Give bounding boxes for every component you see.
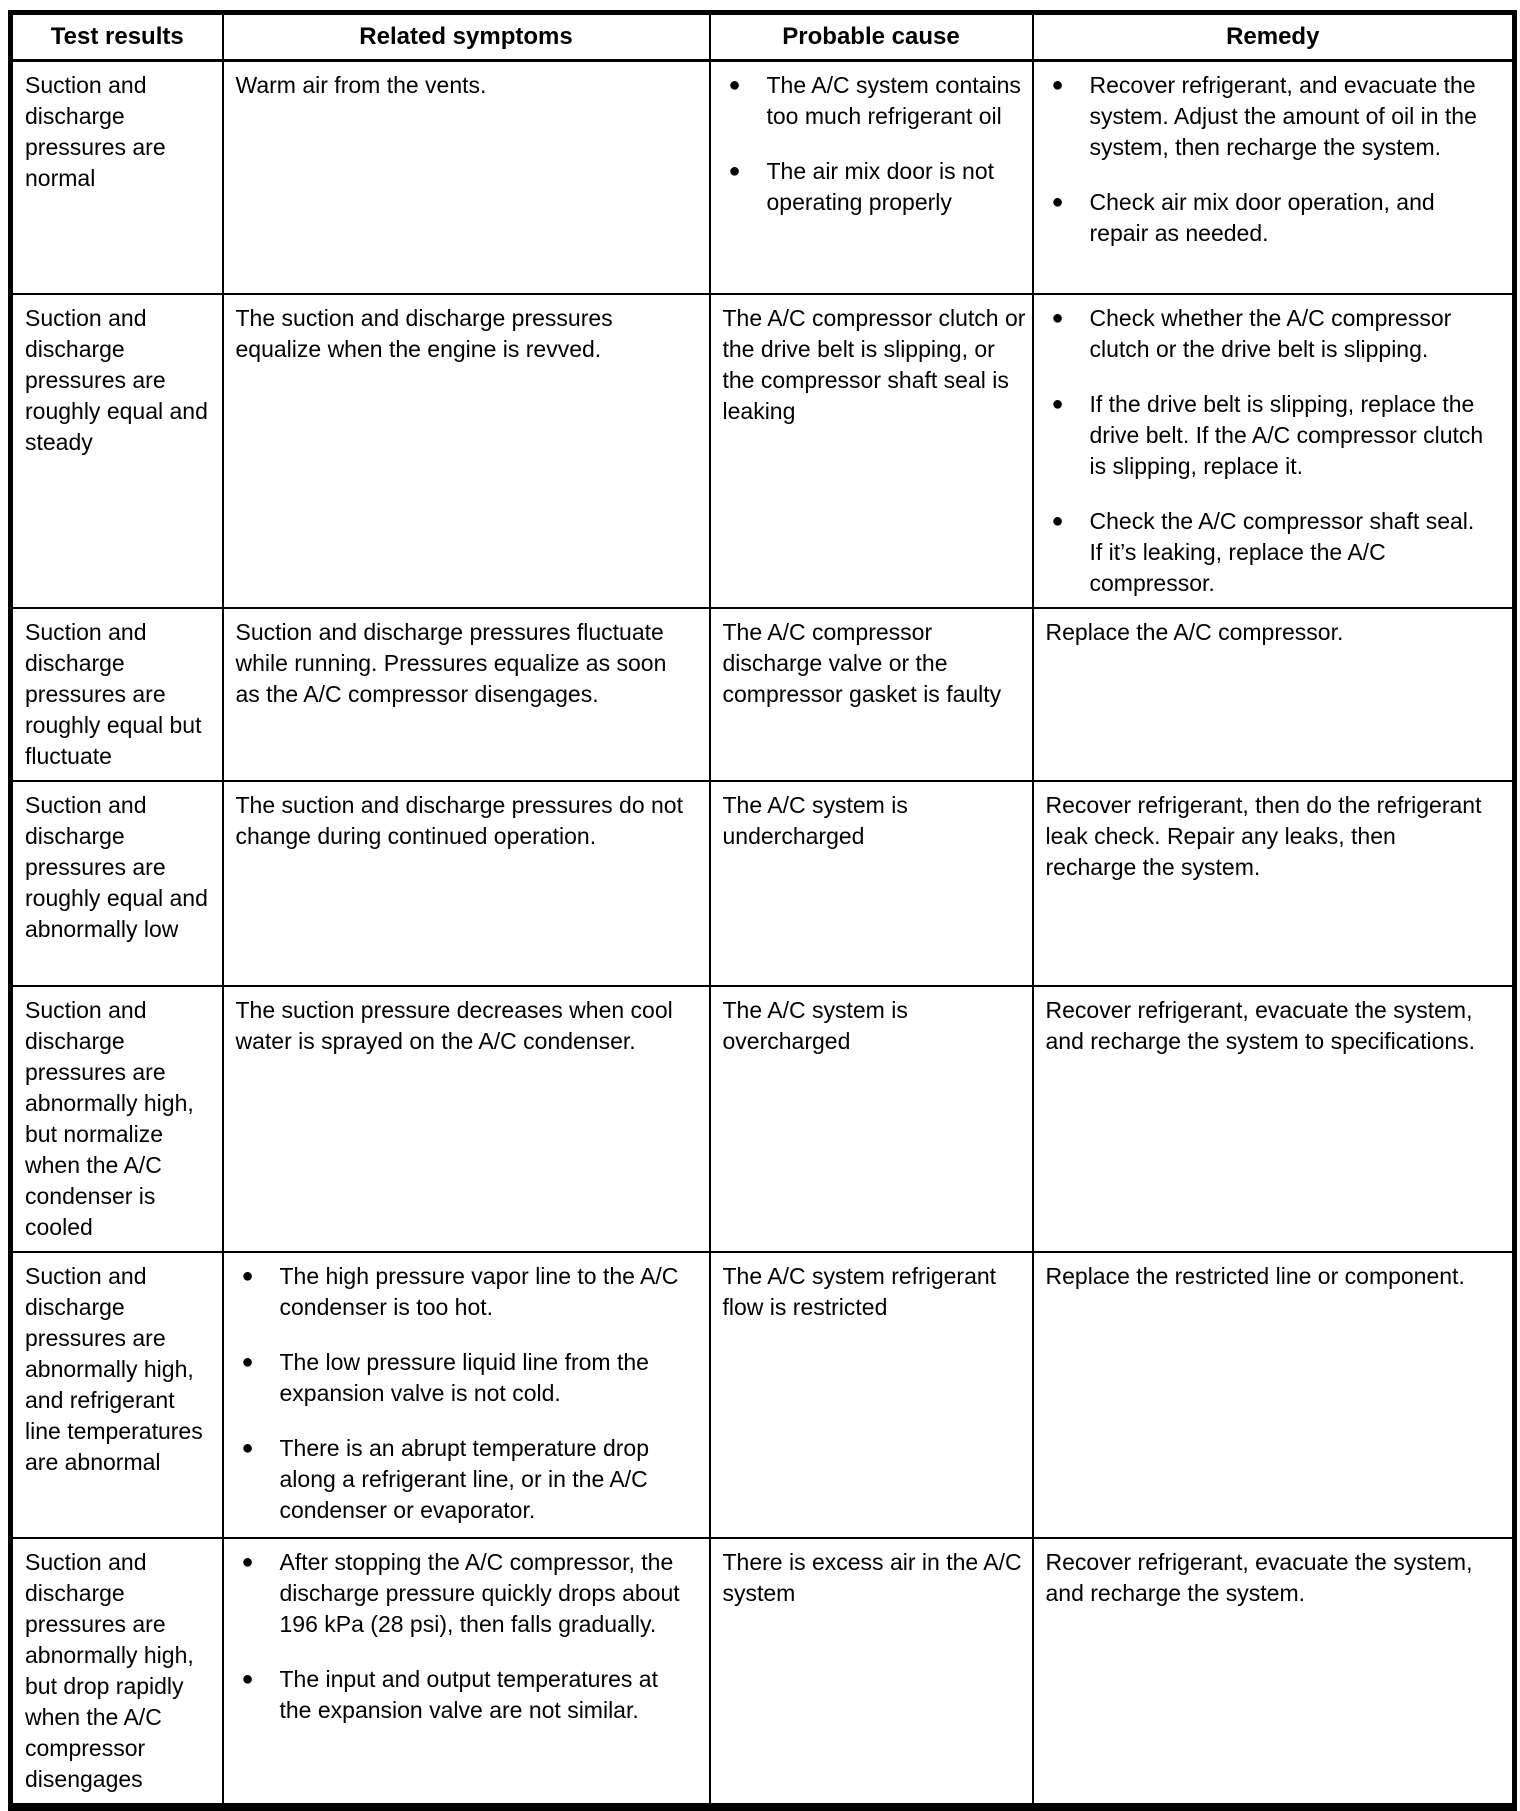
table-row [11, 986, 1515, 1252]
bullet-item [236, 1433, 685, 1526]
column-header-test-results: Test results [11, 13, 223, 61]
table-row [11, 1538, 1515, 1807]
bullet-text: Check whether the A/C compressor clutch or the drive belt is slipping. [1089, 304, 1452, 362]
cell-remedy [1033, 1252, 1515, 1538]
cell-text: The A/C compressor clutch or the drive belt is slipping, or the compressor shaft seal is leaking [722, 304, 1026, 424]
bullet-item [236, 1261, 685, 1323]
bullet-text: There is an abrupt temperature drop along a refrigerant line, or in the A/C condenser or evaporator. [279, 1434, 649, 1523]
table-body [11, 61, 1515, 1807]
bullet-item [1046, 187, 1485, 249]
bullet-item [236, 1547, 685, 1640]
cell-probable-cause [710, 294, 1033, 608]
cell-content [13, 609, 222, 780]
cell-content [224, 609, 709, 718]
cell-text: Replace the A/C compressor. [1045, 618, 1344, 645]
table-row [11, 61, 1515, 294]
bullet-list [236, 1261, 685, 1526]
bullet-item [723, 156, 1028, 218]
cell-text: Replace the restricted line or component. [1045, 1262, 1465, 1289]
bullet-text: The low pressure liquid line from the expansion valve is not cold. [279, 1348, 649, 1406]
cell-content [711, 987, 1032, 1065]
cell-remedy [1033, 608, 1515, 781]
cell-probable-cause [710, 1538, 1033, 1807]
cell-text: The A/C system refrigerant flow is restricted [722, 1262, 997, 1320]
bullet-item [236, 1347, 685, 1409]
cell-related-symptoms [223, 608, 710, 781]
bullet-icon: ● [1051, 191, 1064, 213]
cell-text: The suction and discharge pressures do not change during continued operation. [235, 791, 683, 849]
cell-content [13, 782, 222, 953]
cell-remedy [1033, 294, 1515, 608]
bullet-icon: ● [1051, 509, 1064, 532]
cell-test-results [11, 294, 223, 608]
bullet-list [1046, 70, 1485, 249]
cell-content [1034, 1539, 1513, 1617]
cell-text: Suction and discharge pressures fluctuate while running. Pressures equalize as soon as the A/C compressor disengages. [235, 618, 667, 707]
cell-content [1034, 609, 1513, 656]
table-row [11, 1252, 1515, 1538]
bullet-item [1046, 389, 1485, 482]
bullet-icon: ● [241, 1550, 254, 1573]
bullet-list [1046, 303, 1485, 599]
bullet-list [723, 70, 1028, 218]
cell-related-symptoms [223, 781, 710, 986]
cell-content [1034, 62, 1513, 257]
cell-remedy [1033, 986, 1515, 1252]
cell-probable-cause [710, 781, 1033, 986]
bullet-icon: ● [728, 160, 741, 182]
bullet-text: The air mix door is not operating properly [766, 158, 995, 215]
cell-content [711, 1253, 1032, 1331]
troubleshooting-table [8, 10, 1517, 1811]
bullet-icon: ● [241, 1667, 254, 1690]
table-header-row [11, 13, 1515, 61]
cell-text: Warm air from the vents. [235, 72, 487, 98]
cell-related-symptoms [223, 986, 710, 1252]
bullet-icon: ● [1051, 74, 1064, 96]
cell-probable-cause [710, 1252, 1033, 1538]
cell-content [13, 1253, 222, 1486]
bullet-icon: ● [241, 1436, 254, 1459]
cell-content [224, 987, 709, 1065]
bullet-icon: ● [1051, 392, 1064, 415]
bullet-icon: ● [241, 1350, 254, 1373]
bullet-item [1046, 506, 1485, 599]
table-row [11, 781, 1515, 986]
bullet-icon: ● [1051, 306, 1064, 329]
cell-test-results [11, 1538, 223, 1807]
cell-content [711, 609, 1032, 718]
cell-text: There is excess air in the A/C system [722, 1548, 1022, 1606]
bullet-item [236, 1664, 685, 1726]
bullet-text: After stopping the A/C compressor, the discharge pressure quickly drops about 196 kPa (28 psi), then falls gradually. [279, 1548, 680, 1637]
cell-remedy [1033, 61, 1515, 294]
cell-content [13, 295, 222, 466]
cell-content [224, 782, 709, 860]
cell-test-results [11, 986, 223, 1252]
cell-content [711, 62, 1032, 226]
cell-content [711, 295, 1032, 435]
cell-content [13, 1539, 222, 1803]
cell-text: Suction and discharge pressures are roughly equal and abnormally low [25, 791, 208, 942]
column-header-remedy: Remedy [1033, 13, 1515, 61]
cell-related-symptoms [223, 61, 710, 294]
cell-text: The A/C compressor discharge valve or the compressor gasket is faulty [722, 618, 1002, 707]
bullet-icon: ● [241, 1264, 254, 1287]
cell-probable-cause [710, 608, 1033, 781]
cell-content [224, 62, 709, 109]
column-header-probable-cause: Probable cause [710, 13, 1033, 61]
cell-text: Suction and discharge pressures are abnormally high, but drop rapidly when the A/C compressor disengages [25, 1548, 194, 1792]
cell-probable-cause [710, 986, 1033, 1252]
cell-text: The suction pressure decreases when cool water is sprayed on the A/C condenser. [235, 996, 673, 1054]
cell-text: Suction and discharge pressures are roughly equal but fluctuate [25, 618, 202, 769]
cell-content [13, 987, 222, 1251]
bullet-item [723, 70, 1028, 132]
cell-related-symptoms [223, 1252, 710, 1538]
bullet-icon: ● [728, 74, 741, 96]
bullet-text: Check air mix door operation, and repair as needed. [1089, 189, 1435, 246]
cell-remedy [1033, 781, 1515, 986]
bullet-text: Check the A/C compressor shaft seal. If it’s leaking, replace the A/C compressor. [1089, 507, 1475, 596]
cell-remedy [1033, 1538, 1515, 1807]
cell-test-results [11, 61, 223, 294]
cell-content [1034, 295, 1513, 607]
cell-probable-cause [710, 61, 1033, 294]
cell-related-symptoms [223, 1538, 710, 1807]
cell-content [224, 1253, 709, 1534]
cell-text: Suction and discharge pressures are normal [25, 72, 166, 191]
bullet-text: If the drive belt is slipping, replace the drive belt. If the A/C compressor clutch is slipping, replace it. [1089, 390, 1484, 479]
table-row [11, 608, 1515, 781]
cell-content [224, 1539, 709, 1734]
bullet-text: The high pressure vapor line to the A/C condenser is too hot. [279, 1262, 679, 1320]
bullet-text: The A/C system contains too much refrigerant oil [766, 72, 1021, 129]
cell-text: The A/C system is undercharged [722, 791, 908, 849]
cell-text: Suction and discharge pressures are abnormally high, and refrigerant line temperatures are abnormal [25, 1262, 203, 1475]
cell-content [711, 782, 1032, 860]
cell-text: Suction and discharge pressures are roughly equal and steady [25, 304, 208, 455]
cell-test-results [11, 781, 223, 986]
cell-text: The suction and discharge pressures equalize when the engine is revved. [235, 304, 613, 362]
cell-text: The A/C system is overcharged [722, 996, 908, 1054]
bullet-item [1046, 303, 1485, 365]
cell-text: Recover refrigerant, then do the refrigerant leak check. Repair any leaks, then recharge the system. [1045, 791, 1482, 880]
bullet-list [236, 1547, 685, 1726]
table-row [11, 294, 1515, 608]
cell-test-results [11, 608, 223, 781]
cell-content [711, 1539, 1032, 1617]
cell-test-results [11, 1252, 223, 1538]
cell-text: Recover refrigerant, evacuate the system, and recharge the system. [1045, 1548, 1473, 1606]
bullet-text: The input and output temperatures at the expansion valve are not similar. [279, 1665, 658, 1723]
cell-content [1034, 782, 1513, 891]
bullet-item [1046, 70, 1485, 163]
cell-content [224, 295, 709, 373]
bullet-text: Recover refrigerant, and evacuate the system. Adjust the amount of oil in the system, then recharge the system. [1089, 72, 1477, 160]
cell-text: Suction and discharge pressures are abnormally high, but normalize when the A/C condenser is cooled [25, 996, 194, 1240]
cell-content [1034, 987, 1513, 1065]
column-header-related-symptoms: Related symptoms [223, 13, 710, 61]
cell-related-symptoms [223, 294, 710, 608]
cell-text: Recover refrigerant, evacuate the system, and recharge the system to specifications. [1045, 996, 1476, 1054]
cell-content [1034, 1253, 1513, 1300]
cell-content [13, 62, 222, 202]
